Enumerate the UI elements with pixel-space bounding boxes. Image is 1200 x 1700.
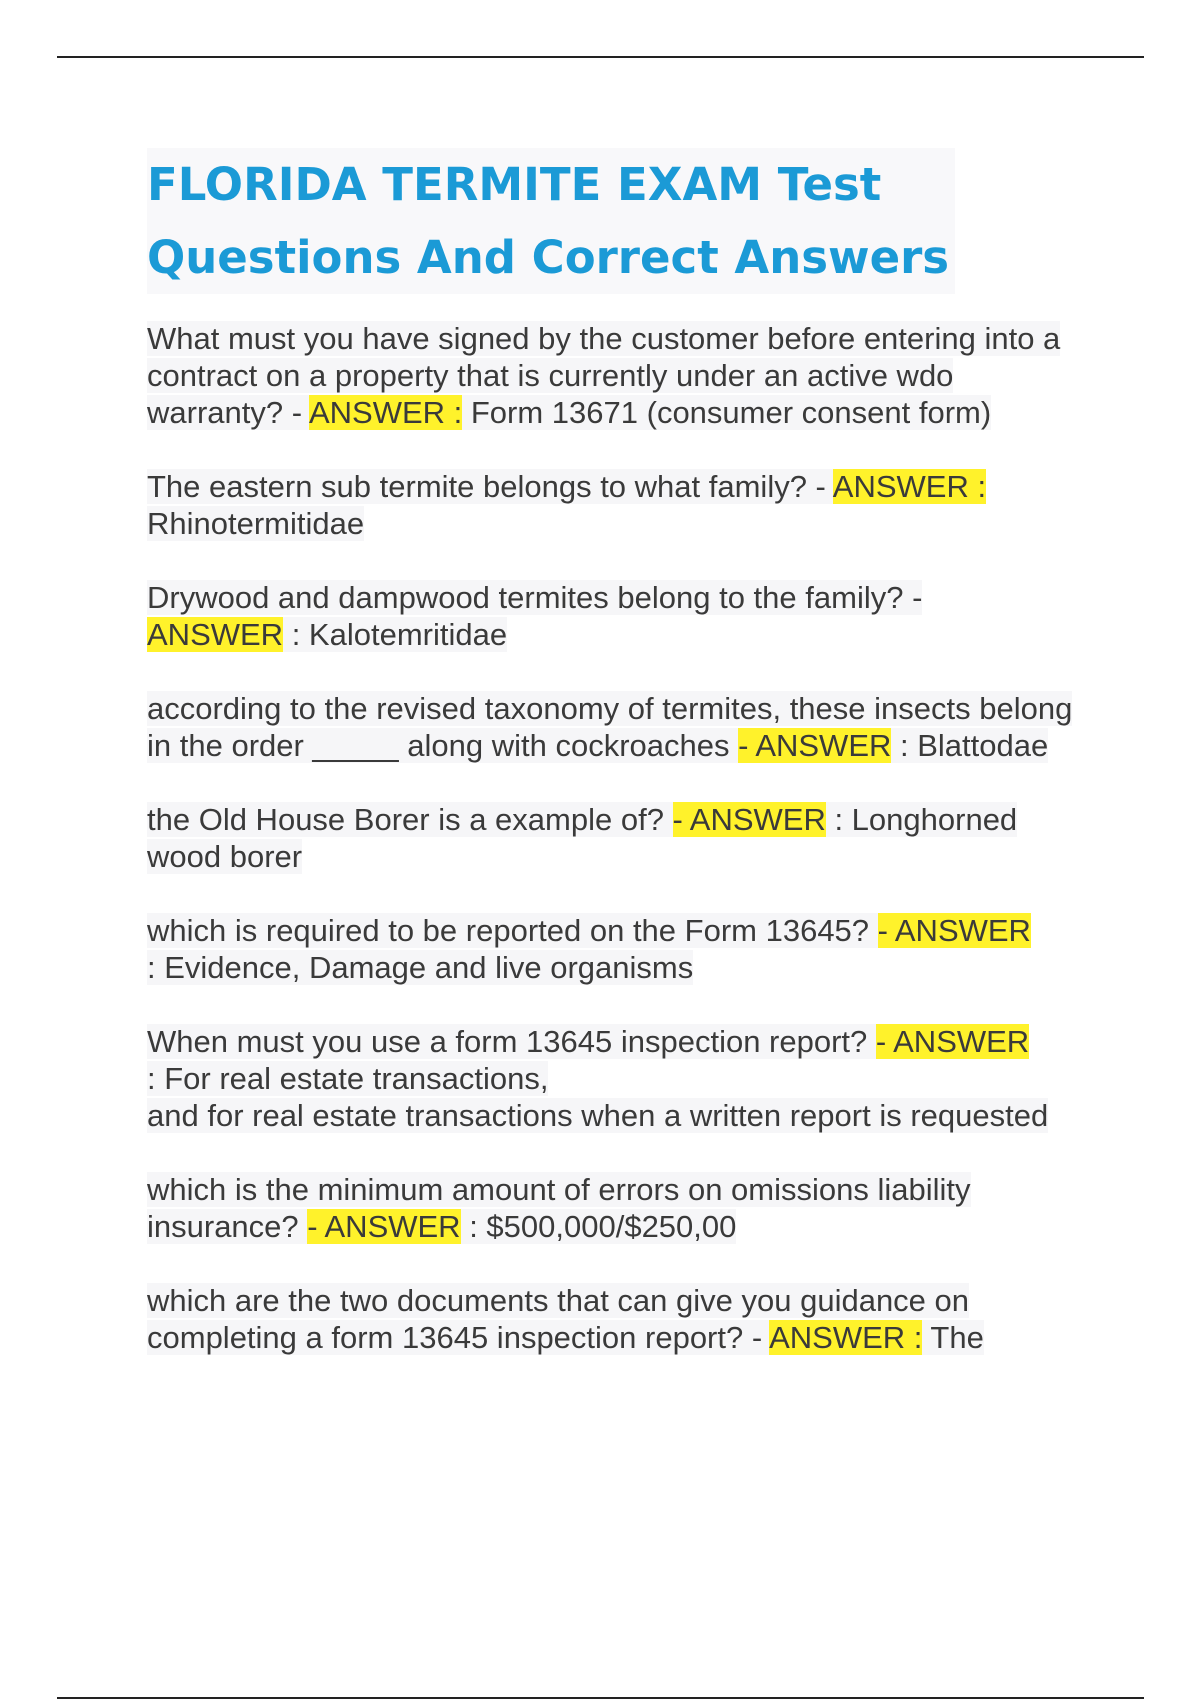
answer-text: : For real estate transactions, bbox=[147, 1061, 549, 1096]
qa-item-2 bbox=[147, 468, 1092, 542]
answer-label: - ANSWER bbox=[307, 1209, 461, 1244]
question-text: which is the minimum amount of errors on omissions liability insurance? bbox=[147, 1172, 971, 1244]
answer-label: - ANSWER bbox=[877, 913, 1031, 948]
qa-item-5 bbox=[147, 801, 1092, 875]
footer-rule bbox=[57, 1697, 1144, 1699]
answer-text-continued: and for real estate transactions when a written report is requested bbox=[147, 1098, 1049, 1133]
qa-item-4 bbox=[147, 690, 1092, 764]
question-text: What must you have signed by the customer before entering into a contract on a property that is currently under an active wdo warranty? - bbox=[147, 321, 1061, 430]
answer-text: Rhinotermitidae bbox=[147, 506, 365, 541]
answer-label: - ANSWER bbox=[738, 728, 892, 763]
qa-item-3 bbox=[147, 579, 1092, 653]
question-text: When must you use a form 13645 inspection report? bbox=[147, 1024, 876, 1059]
answer-text: : Blattodae bbox=[891, 728, 1049, 763]
answer-label: ANSWER : bbox=[308, 395, 463, 430]
header-rule bbox=[57, 56, 1144, 58]
qa-item-8 bbox=[147, 1171, 1092, 1245]
answer-text: : Kalotemritidae bbox=[283, 617, 508, 652]
question-text: which is required to be reported on the Form 13645? bbox=[147, 913, 878, 948]
qa-item-1 bbox=[147, 320, 1092, 431]
answer-text: Form 13671 (consumer consent form) bbox=[462, 395, 992, 430]
answer-text: : $500,000/$250,00 bbox=[460, 1209, 737, 1244]
question-text: The eastern sub termite belongs to what family? - bbox=[147, 469, 833, 504]
qa-item-7 bbox=[147, 1023, 1092, 1134]
answer-label: - ANSWER bbox=[875, 1024, 1030, 1059]
answer-label: ANSWER bbox=[147, 617, 284, 652]
answer-text: : Longhorned wood borer bbox=[147, 802, 1018, 874]
title-line-2: Questions And Correct Answers bbox=[147, 231, 950, 284]
document-body bbox=[147, 148, 1092, 1393]
question-text: Drywood and dampwood termites belong to the family? - bbox=[147, 580, 923, 615]
question-text: according to the revised taxonomy of termites, these insects belong in the order _____ along with cockroaches bbox=[147, 691, 1073, 763]
answer-label: - ANSWER bbox=[672, 802, 826, 837]
title-line-1: FLORIDA TERMITE EXAM Test bbox=[147, 158, 882, 211]
qa-item-6 bbox=[147, 912, 1092, 986]
answer-text: The bbox=[922, 1320, 984, 1355]
answer-label: ANSWER : bbox=[769, 1320, 923, 1355]
question-text: which are the two documents that can give you guidance on completing a form 13645 inspection report? - bbox=[147, 1283, 970, 1355]
answer-label: ANSWER : bbox=[832, 469, 987, 504]
answer-text: : Evidence, Damage and live organisms bbox=[147, 950, 694, 985]
document-title bbox=[147, 148, 955, 294]
qa-item-9 bbox=[147, 1282, 1092, 1356]
question-text: the Old House Borer is a example of? bbox=[147, 802, 673, 837]
